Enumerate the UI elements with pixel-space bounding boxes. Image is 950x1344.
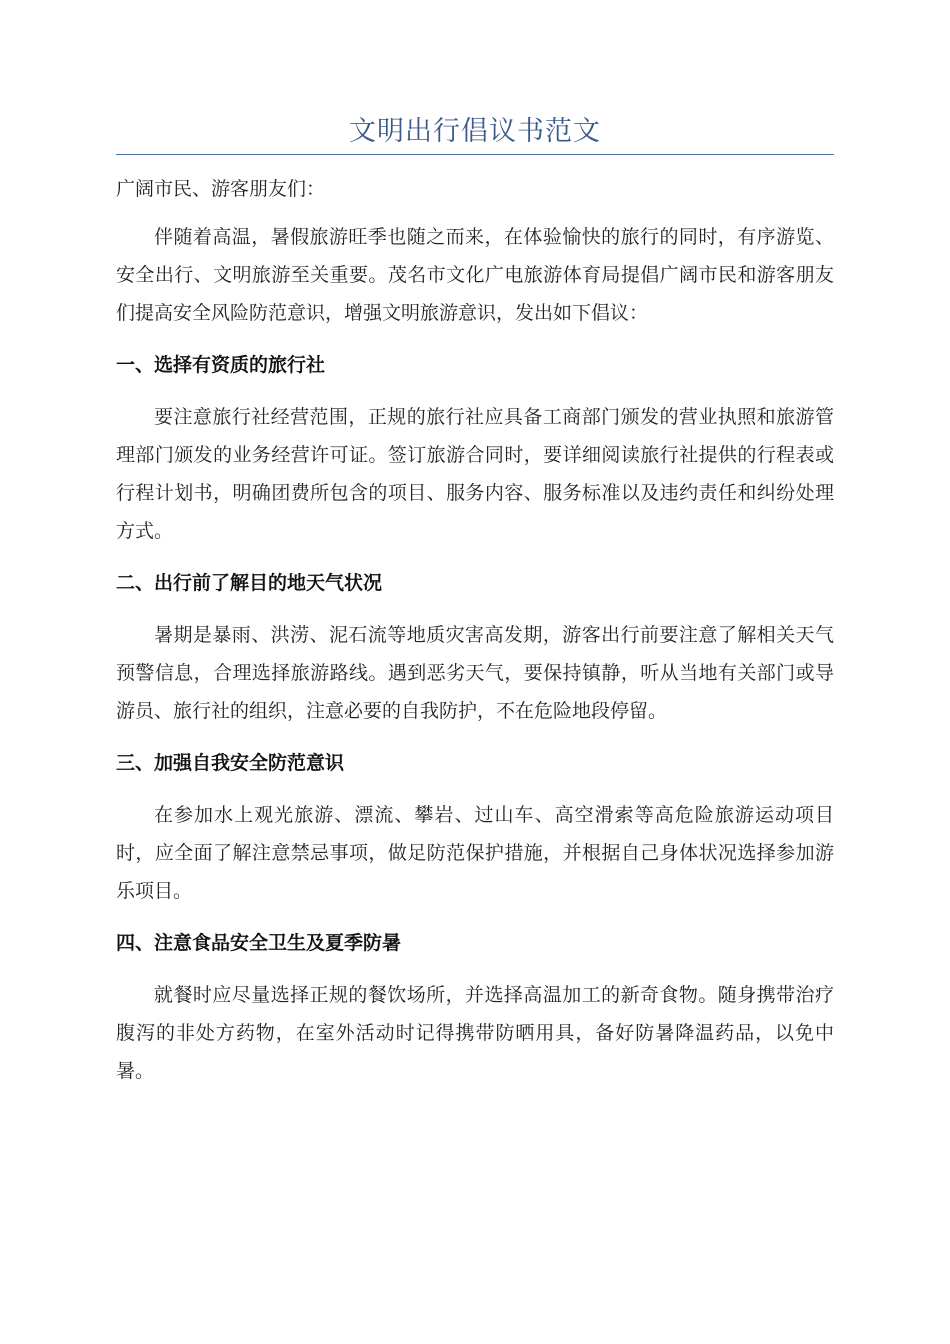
section-body-4: 就餐时应尽量选择正规的餐饮场所，并选择高温加工的新奇食物。随身携带治疗腹泻的非处方药物，在室外活动时记得携带防晒用具，备好防暑降温药品，以免中暑。 (116, 984, 834, 1082)
document-body (116, 170, 834, 1104)
section-heading-3: 三、加强自我安全防范意识 (116, 752, 345, 774)
section-heading-1: 一、选择有资质的旅行社 (116, 354, 326, 376)
document-title: 文明出行倡议书范文 (349, 116, 601, 147)
section-body-1: 要注意旅行社经营范围，正规的旅行社应具备工商部门颁发的营业执照和旅游管理部门颁发的业务经营许可证。签订旅游合同时，要详细阅读旅行社提供的行程表或行程计划书，明确团费所包含的项目、服务内容、服务标准以及违约责任和纠纷处理方式。 (116, 406, 834, 542)
intro-paragraph: 伴随着高温，暑假旅游旺季也随之而来，在体验愉快的旅行的同时，有序游览、安全出行、文明旅游至关重要。茂名市文化广电旅游体育局提倡广阔市民和游客朋友们提高安全风险防范意识，增强文明旅游意识，发出如下倡议： (116, 226, 834, 324)
section-heading-4: 四、注意食品安全卫生及夏季防暑 (116, 932, 402, 954)
section-body-2: 暑期是暴雨、洪涝、泥石流等地质灾害高发期，游客出行前要注意了解相关天气预警信息，合理选择旅游路线。遇到恶劣天气，要保持镇静，听从当地有关部门或导游员、旅行社的组织，注意必要的自我防护，不在危险地段停留。 (116, 624, 834, 722)
section-body-3: 在参加水上观光旅游、漂流、攀岩、过山车、高空滑索等高危险旅游运动项目时，应全面了解注意禁忌事项，做足防范保护措施，并根据自己身体状况选择参加游乐项目。 (116, 804, 834, 902)
title-underline (116, 154, 834, 155)
section-heading-2: 二、出行前了解目的地天气状况 (116, 572, 383, 594)
salutation: 广阔市民、游客朋友们： (116, 178, 326, 200)
